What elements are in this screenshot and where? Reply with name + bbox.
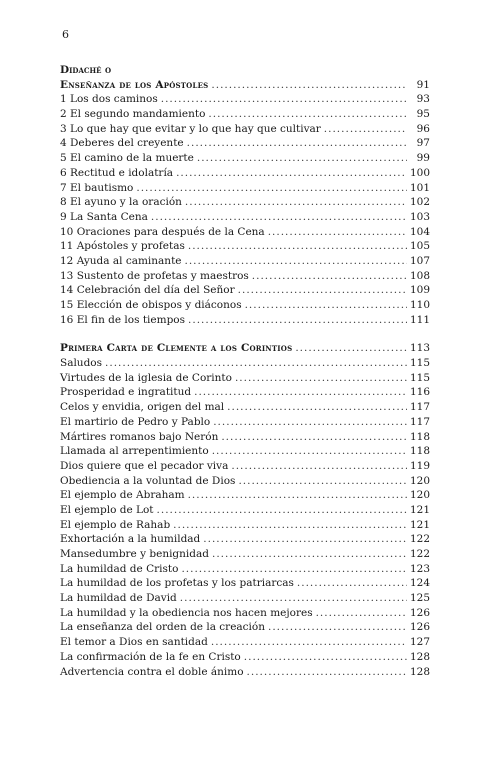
toc-entry[interactable] <box>60 195 430 210</box>
toc-entry-label: 7 El bautismo <box>60 181 134 194</box>
toc-entry[interactable] <box>60 591 430 606</box>
didache-title-page: 91 <box>416 78 430 91</box>
toc-entry[interactable] <box>60 298 430 313</box>
toc-entry-page: 122 <box>409 533 430 546</box>
dot-leader <box>221 430 407 445</box>
dot-leader <box>238 474 407 489</box>
toc-entry-page: 116 <box>409 386 430 399</box>
toc-entry-label: 14 Celebración del día del Señor <box>60 284 235 297</box>
toc-entry[interactable] <box>60 562 430 577</box>
dot-leader <box>208 107 407 122</box>
dot-leader <box>188 239 407 254</box>
toc-entry-label: Llamada al arrepentimiento <box>60 445 209 458</box>
toc-entry[interactable] <box>60 371 430 386</box>
toc-entry-label: La enseñanza del orden de la creación <box>60 621 265 634</box>
toc-entry[interactable] <box>60 503 430 518</box>
toc-entry-label: El ejemplo de Lot <box>60 503 154 516</box>
toc-entry[interactable] <box>60 444 430 459</box>
dot-leader <box>227 400 407 415</box>
dot-leader <box>157 503 407 518</box>
dot-leader <box>268 620 407 635</box>
toc-entry-page: 100 <box>409 166 430 179</box>
dot-leader <box>235 371 407 386</box>
toc-entry[interactable] <box>60 518 430 533</box>
toc-entry-page: 108 <box>409 269 430 282</box>
toc-entry[interactable] <box>60 415 430 430</box>
dot-leader <box>247 665 407 680</box>
toc-entry-page: 117 <box>409 401 430 414</box>
toc-entry-page: 128 <box>409 665 430 678</box>
toc-entry-page: 103 <box>409 210 430 223</box>
toc-entry-label: 9 La Santa Cena <box>60 210 148 223</box>
toc-entry-page: 115 <box>409 371 430 384</box>
dot-leader <box>176 166 407 181</box>
toc-entry[interactable] <box>60 107 430 122</box>
toc-entry[interactable] <box>60 283 430 298</box>
toc-entry-page: 101 <box>409 181 430 194</box>
dot-leader <box>212 547 407 562</box>
toc-entry-label: El ejemplo de Abraham <box>60 489 185 502</box>
dot-leader <box>185 195 407 210</box>
dot-leader <box>185 254 407 269</box>
toc-entry[interactable] <box>60 151 430 166</box>
toc-entry-label: 12 Ayuda al caminante <box>60 254 182 267</box>
toc-entry-page: 121 <box>409 503 430 516</box>
toc-entry[interactable] <box>60 269 430 284</box>
toc-entry-page: 124 <box>409 577 430 590</box>
dot-leader <box>316 606 407 621</box>
toc-entry-label: Mártires romanos bajo Nerón <box>60 430 219 443</box>
toc-entry-page: 104 <box>409 225 430 238</box>
dot-leader <box>173 518 407 533</box>
toc-entry-label: Prosperidad e ingratitud <box>60 386 192 399</box>
dot-leader <box>197 151 407 166</box>
dot-leader <box>188 313 407 328</box>
dot-leader <box>136 181 407 196</box>
toc-entry-label: 1 Los dos caminos <box>60 93 158 106</box>
toc-entry[interactable] <box>60 400 430 415</box>
toc-entry[interactable] <box>60 665 430 680</box>
toc-entry-page: 117 <box>409 415 430 428</box>
clemente-title-row[interactable] <box>60 341 430 356</box>
toc-entry-page: 128 <box>409 650 430 663</box>
dot-leader <box>151 210 407 225</box>
toc-entry-page: 118 <box>409 430 430 443</box>
toc-entry-page: 126 <box>409 621 430 634</box>
toc-entry-page: 102 <box>409 196 430 209</box>
toc-entry[interactable] <box>60 181 430 196</box>
toc-entry-page: 107 <box>409 254 430 267</box>
toc-entry[interactable] <box>60 576 430 591</box>
toc-entry-label: La confirmación de la fe en Cristo <box>60 650 241 663</box>
toc-entry[interactable] <box>60 136 430 151</box>
toc-entry-label: 3 Lo que hay que evitar y lo que hay que cultivar <box>60 122 321 135</box>
toc-entry[interactable] <box>60 92 430 107</box>
toc-entry[interactable] <box>60 635 430 650</box>
dot-leader <box>161 92 407 107</box>
toc-entry-label: 13 Sustento de profetas y maestros <box>60 269 249 282</box>
page-number: 6 <box>62 28 69 41</box>
toc-entry-page: 119 <box>409 459 430 472</box>
toc-entry-label: La humildad de los profetas y los patriarcas <box>60 577 294 590</box>
dot-leader <box>194 385 407 400</box>
toc-entry[interactable] <box>60 620 430 635</box>
dot-leader <box>252 269 407 284</box>
toc-entry[interactable] <box>60 459 430 474</box>
toc-entry[interactable] <box>60 122 430 137</box>
dot-leader <box>268 225 407 240</box>
toc-entry[interactable] <box>60 488 430 503</box>
toc-entry-label: 10 Oraciones para después de la Cena <box>60 225 265 238</box>
didache-entries <box>60 92 430 327</box>
toc-entry[interactable] <box>60 210 430 225</box>
toc-entry[interactable] <box>60 385 430 400</box>
toc-entry[interactable] <box>60 225 430 240</box>
toc-entry-label: Exhortación a la humildad <box>60 533 201 546</box>
dot-leader <box>211 635 407 650</box>
toc-entry-page: 125 <box>409 592 430 605</box>
toc-entry-page: 121 <box>409 518 430 531</box>
toc-entry-page: 93 <box>416 93 430 106</box>
toc-entry-page: 97 <box>416 137 430 150</box>
toc-entry-page: 127 <box>409 636 430 649</box>
dot-leader <box>188 488 407 503</box>
toc-entry-label: Celos y envidia, origen del mal <box>60 401 225 414</box>
dot-leader <box>297 576 407 591</box>
dot-leader <box>187 136 407 151</box>
toc-entry-label: La humildad de Cristo <box>60 562 179 575</box>
dot-leader <box>213 415 407 430</box>
toc-entry-label: Obediencia a la voluntad de Dios <box>60 474 236 487</box>
toc-entry-label: 2 El segundo mandamiento <box>60 108 206 121</box>
toc-entry-page: 109 <box>409 284 430 297</box>
toc-entry-page: 122 <box>409 548 430 560</box>
section-gap <box>60 327 430 341</box>
dot-leader <box>211 78 407 93</box>
toc-entry-label: 5 El camino de la muerte <box>60 152 194 165</box>
toc-entry-page: 115 <box>409 357 430 370</box>
toc-entry-label: Virtudes de la iglesia de Corinto <box>60 371 232 384</box>
toc-entry-label: El temor a Dios en santidad <box>60 636 208 649</box>
dot-leader <box>324 122 407 137</box>
toc-entry[interactable] <box>60 532 430 547</box>
toc-entry-label: 4 Deberes del creyente <box>60 137 184 150</box>
dot-leader <box>181 562 407 577</box>
toc-entry[interactable] <box>60 474 430 489</box>
dot-leader <box>231 459 407 474</box>
dot-leader <box>105 356 407 371</box>
dot-leader <box>245 298 407 313</box>
toc-entry-label: La humildad y la obediencia nos hacen mejores <box>60 606 313 619</box>
toc-entry-label: Dios quiere que el pecador viva <box>60 459 229 472</box>
toc-entry[interactable] <box>60 166 430 181</box>
clemente-title-page: 113 <box>409 342 430 355</box>
toc-entry-page: 96 <box>416 122 430 135</box>
toc-entry-page: 105 <box>409 240 430 253</box>
table-of-contents <box>60 63 430 679</box>
toc-entry-page: 95 <box>416 108 430 121</box>
toc-entry[interactable] <box>60 547 430 562</box>
toc-entry-label: Advertencia contra el doble ánimo <box>60 665 244 678</box>
toc-entry-label: El ejemplo de Rahab <box>60 518 171 531</box>
toc-entry-page: 111 <box>409 313 430 326</box>
toc-entry-page: 110 <box>409 299 430 311</box>
clemente-entries <box>60 356 430 679</box>
toc-entry[interactable] <box>60 313 430 328</box>
toc-entry[interactable] <box>60 606 430 621</box>
dot-leader <box>238 283 407 298</box>
dot-leader <box>212 444 407 459</box>
toc-entry-label: La humildad de David <box>60 592 177 605</box>
toc-entry-label: 6 Rectitud e idolatría <box>60 166 174 179</box>
didache-title-row[interactable] <box>60 78 430 93</box>
toc-entry-label: 11 Apóstoles y profetas <box>60 240 185 253</box>
toc-entry[interactable] <box>60 356 430 371</box>
toc-entry-page: 126 <box>409 606 430 619</box>
dot-leader <box>180 591 407 606</box>
dot-leader <box>203 532 407 547</box>
toc-entry-label: 15 Elección de obispos y diáconos <box>60 299 242 311</box>
dot-leader <box>295 341 407 356</box>
toc-entry-label: Saludos <box>60 357 103 370</box>
toc-entry-label: 16 El fin de los tiempos <box>60 313 186 326</box>
toc-entry[interactable] <box>60 430 430 445</box>
toc-entry-label: Mansedumbre y benignidad <box>60 548 209 560</box>
toc-entry-page: 120 <box>409 489 430 502</box>
dot-leader <box>244 650 407 665</box>
toc-entry[interactable] <box>60 254 430 269</box>
toc-entry-label: El martirio de Pedro y Pablo <box>60 415 211 428</box>
toc-entry-page: 123 <box>409 562 430 575</box>
toc-entry-page: 120 <box>409 474 430 487</box>
toc-entry[interactable] <box>60 650 430 665</box>
toc-entry-page: 118 <box>409 445 430 458</box>
clemente-title: Primera Carta de Clemente a los Corintios <box>60 342 293 355</box>
toc-entry-page: 99 <box>416 152 430 165</box>
didache-title: Enseñanza de los Apóstoles <box>60 78 209 91</box>
toc-entry-label: 8 El ayuno y la oración <box>60 196 182 209</box>
didache-title-line1: Didaché o <box>60 64 112 76</box>
toc-entry[interactable] <box>60 239 430 254</box>
